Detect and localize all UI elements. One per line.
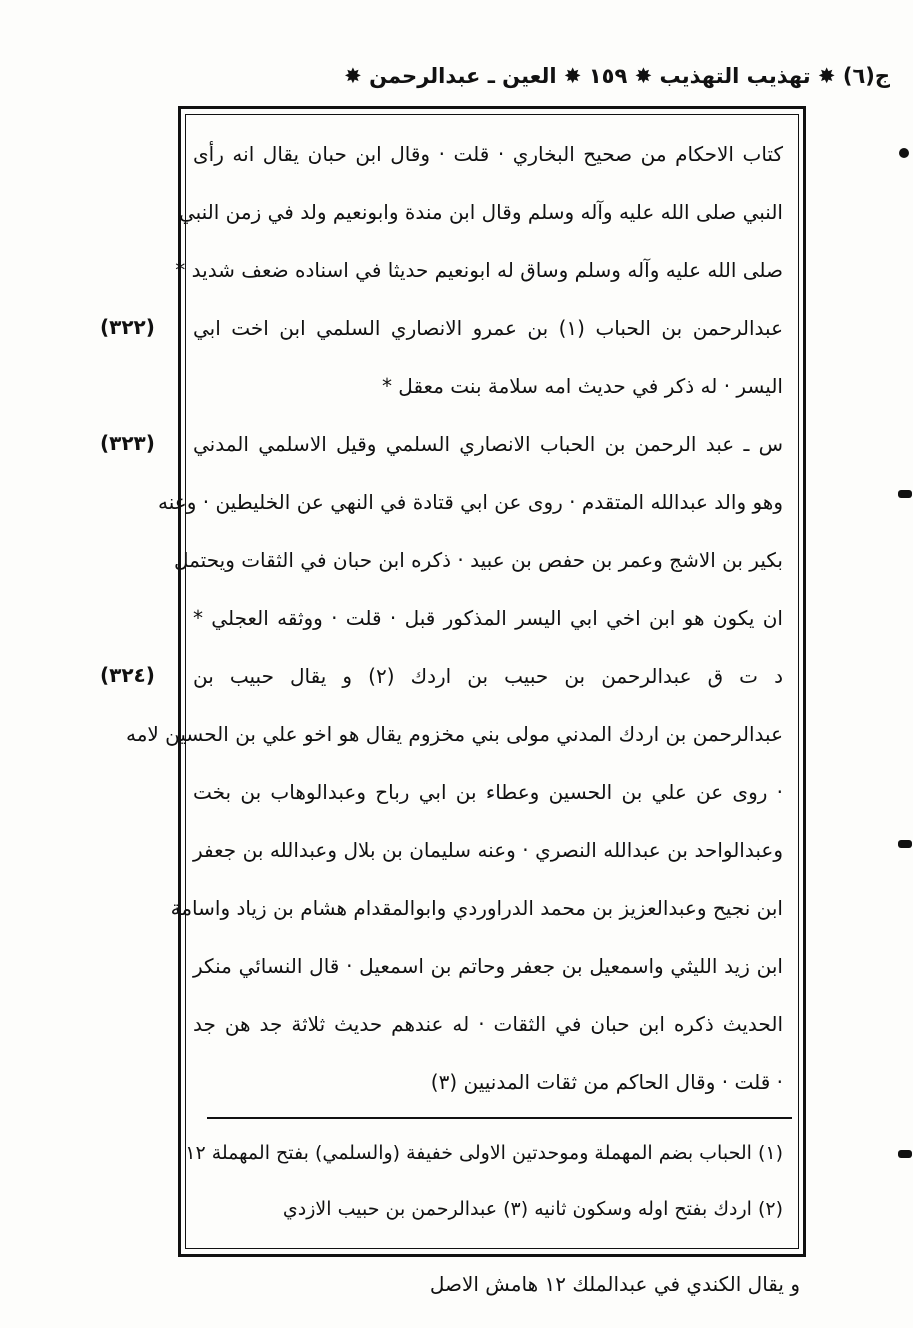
text-line: عبدالرحمن بن الحباب (١) بن عمرو الانصاري السلمي ابن اخت ابي [193,316,784,340]
entry-number: (٣٢٤) [100,663,155,687]
header-page-number: ١٥٩ [588,64,628,88]
entry-number: (٣٢٣) [100,431,155,455]
margin-punch-mark [898,1150,912,1158]
text-line: كتاب الاحكام من صحيح البخاري · قلت · وقال ابن حبان يقال انه رأى [193,142,783,166]
text-line: ابن زيد الليثي واسمعيل بن جعفر وحاتم بن اسمعيل · قال النسائي منكر [193,954,783,978]
text-line: عبدالرحمن بن اردك المدني مولى بني مخزوم يقال هو اخو علي بن الحسين لامه [125,722,783,746]
header-section: العين ـ عبدالرحمن [369,64,557,88]
text-line: وعبدالواحد بن عبدالله النصري · وعنه سليمان بن بلال وعبدالله بن جعفر [193,838,783,862]
text-line: صلى الله عليه وآله وسلم وساق له ابونعيم حديثا في اسناده ضعف شديد * [175,258,783,282]
text-line: د ت ق عبدالرحمن بن حبيب بن اردك (٢) و يقال حبيب بن [193,664,783,688]
text-line: بكير بن الاشج وعمر بن حفص بن عبيد · ذكره ابن حبان في الثقات ويحتمل [173,548,783,572]
text-line: النبي صلى الله عليه وآله وسلم وقال ابن مندة وابونعيم ولد في زمن النبي [178,200,783,224]
header-ornament: ✸ [556,64,582,88]
header-volume: ج(٦) [842,64,890,88]
header-book-title: تهذيب التهذيب [659,64,811,88]
margin-punch-mark [899,148,909,158]
margin-punch-mark [898,840,912,848]
text-line: · روى عن علي بن الحسين وعطاء بن ابي رباح وعبدالوهاب بن بخت [193,780,783,804]
footnote: (١) الحباب بضم المهملة وموحدتين الاولى خفيفة (والسلمي) بفتح المهملة ١٢ [185,1142,783,1164]
text-line: الحديث ذكره ابن حبان في الثقات · له عندهم حديث ثلاثة جد هن جد [193,1012,783,1036]
footnote-separator [207,1117,792,1119]
footnote: (٢) اردك بفتح اوله وسكون ثانيه (٣) عبدالرحمن بن حبيب الازدي [282,1198,783,1220]
header-ornament: ✸ [627,64,653,88]
text-line: س ـ عبد الرحمن بن الحباب الانصاري السلمي وقيل الاسلمي المدني [193,432,783,456]
header-ornament: ✸ [344,64,362,88]
text-line: اليسر · له ذكر في حديث امه سلامة بنت معقل * [381,374,783,398]
text-line: وهو والد عبدالله المتقدم · روى عن ابي قتادة في النهي عن الخليطين · وعنه [158,490,783,514]
margin-punch-mark [898,490,912,498]
header-ornament: ✸ [810,64,836,88]
text-line: · قلت · وقال الحاكم من ثقات المدنيين (٣) [430,1070,783,1094]
text-line: ان يكون هو ابن اخي ابي اليسر المذكور قبل · قلت · ووثقه العجلي * [193,606,783,630]
page-header [150,64,890,104]
entry-number: (٣٢٢) [100,315,155,339]
text-line: ابن نجيح وعبدالعزيز بن محمد الدراوردي وابوالمقدام هشام بن زياد واسامة [170,896,783,920]
footnote-continuation: و يقال الكندي في عبدالملك ١٢ هامش الاصل [429,1272,800,1296]
